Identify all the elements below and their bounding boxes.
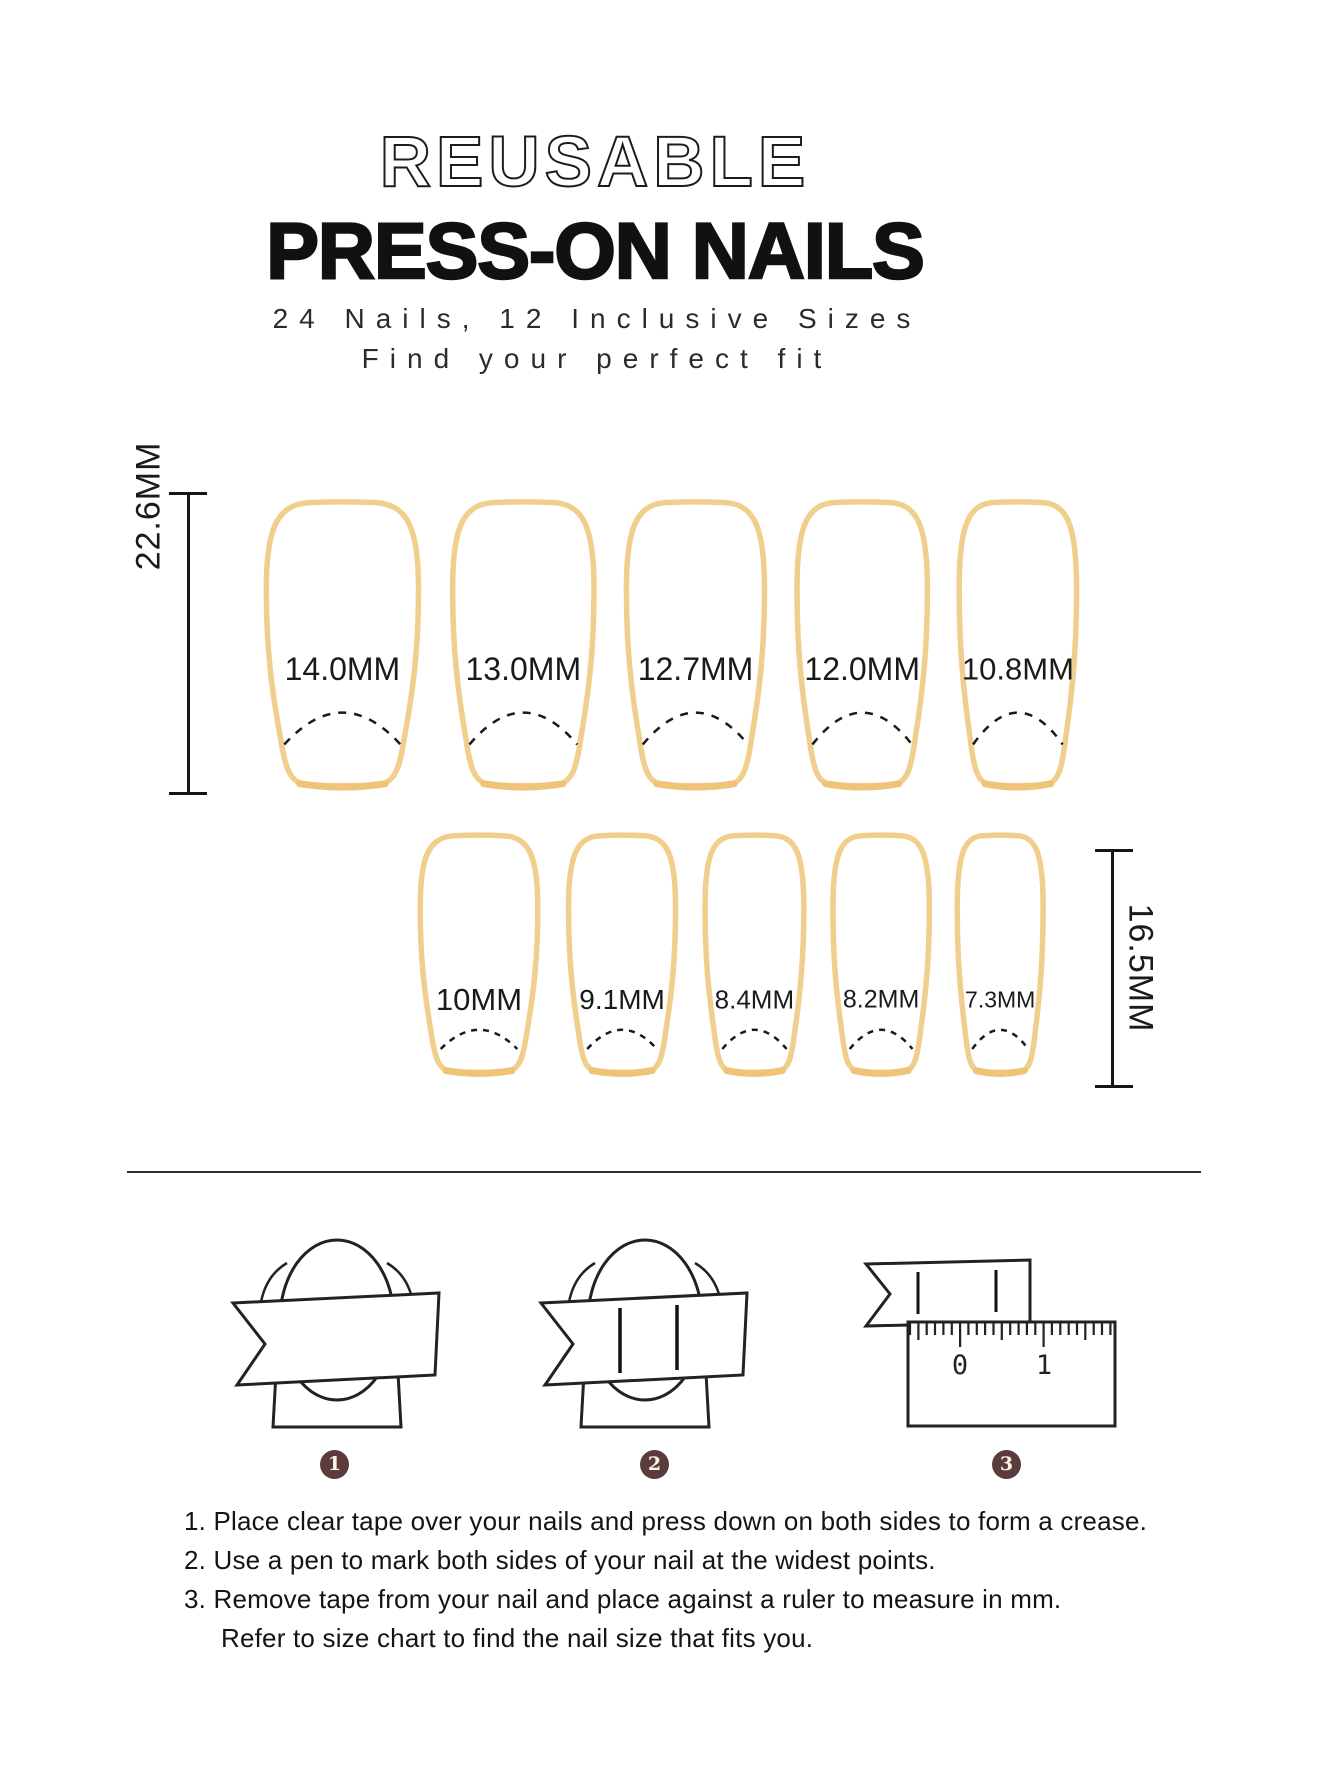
nail-bottom-rim-icon	[826, 784, 899, 787]
nail-size-label: 8.4MM	[714, 984, 795, 1015]
nail-outline-icon	[833, 835, 929, 1072]
subtitle-fit: Find your perfect fit	[361, 343, 833, 374]
nail-size-label: 9.1MM	[579, 983, 665, 1015]
nail-bottom-rim-icon	[446, 1071, 512, 1074]
nail-outline-icon	[626, 502, 764, 786]
nail-size-label: 8.2MM	[842, 985, 920, 1014]
nail-row2-1	[413, 832, 545, 1080]
smile-line-icon	[643, 713, 748, 745]
nail-size-label: 7.3MM	[965, 986, 1036, 1013]
nail-outline-icon	[420, 835, 538, 1072]
nail-size-label: 10MM	[435, 981, 523, 1017]
nail-size-label: 12.7MM	[637, 650, 754, 687]
nail-outline-icon	[957, 835, 1043, 1072]
step-badge-2: 2	[640, 1450, 669, 1479]
instruction-step-3: 3. Remove tape from your nail and place against a ruler to measure in mm.	[184, 1584, 1062, 1614]
smile-line-icon	[284, 713, 400, 745]
ruler-label-0: 0	[951, 1350, 969, 1381]
row1-measure-cap-bottom	[169, 792, 207, 795]
nail-row1-2	[444, 498, 603, 795]
instruction-step-3b: Refer to size chart to find the nail size that fits you.	[221, 1623, 814, 1653]
nail-outline-icon	[569, 835, 676, 1072]
row1-measure-cap-top	[169, 492, 207, 495]
smile-line-icon	[441, 1030, 518, 1049]
instruction-step-2: 2. Use a pen to mark both sides of your nail at the widest points.	[184, 1545, 936, 1575]
subtitle-sizes: 24 Nails, 12 Inclusive Sizes	[272, 303, 922, 334]
row1-height-label: 22.6MM	[129, 441, 168, 571]
row2-height-label: 16.5MM	[1121, 903, 1160, 1033]
nail-size-label: 12.0MM	[804, 650, 920, 687]
instructions-list	[184, 1502, 1147, 1658]
tape-banner-icon	[541, 1293, 747, 1385]
nail-row2-5	[952, 832, 1048, 1080]
nail-outline-icon	[959, 502, 1076, 786]
nail-row1-3	[618, 498, 773, 795]
section-divider	[127, 1171, 1201, 1173]
step3-ruler-diagram	[856, 1252, 1118, 1432]
smile-line-icon	[972, 1030, 1028, 1049]
smile-line-icon	[587, 1030, 657, 1049]
nail-size-label: 10.8MM	[961, 651, 1074, 687]
instruction-step-1: 1. Place clear tape over your nails and press down on both sides to form a crease.	[184, 1506, 1148, 1536]
nail-outline-icon	[266, 502, 418, 786]
nail-row1-1	[257, 498, 428, 795]
nail-bottom-rim-icon	[657, 784, 735, 787]
smile-line-icon	[850, 1030, 913, 1049]
nail-size-label: 14.0MM	[284, 650, 401, 687]
nail-row2-2	[562, 832, 682, 1080]
nail-outline-icon	[453, 502, 594, 786]
nail-bottom-rim-icon	[727, 1071, 783, 1074]
nail-bottom-rim-icon	[592, 1071, 652, 1074]
nail-bottom-rim-icon	[484, 784, 563, 787]
step-badge-1: 1	[320, 1450, 349, 1479]
nail-row2-3	[699, 832, 810, 1080]
nail-bottom-rim-icon	[854, 1071, 908, 1074]
row2-measure-cap-bottom	[1095, 1085, 1133, 1088]
nail-row1-5	[952, 498, 1084, 795]
smile-line-icon	[973, 713, 1063, 745]
nail-bottom-rim-icon	[985, 784, 1051, 787]
title-outline: REUSABLE	[379, 123, 811, 202]
row1-measure-line	[187, 492, 190, 795]
step2-pen-marks-diagram	[525, 1205, 765, 1450]
row2-measure-cap-top	[1095, 849, 1133, 852]
nail-row1-4	[789, 498, 935, 795]
smile-line-icon	[812, 713, 912, 745]
tape-banner-icon	[233, 1293, 439, 1385]
smile-line-icon	[469, 713, 577, 745]
nail-size-label: 13.0MM	[465, 650, 582, 687]
ruler-label-1: 1	[1035, 1350, 1053, 1381]
nail-row2-4	[827, 832, 935, 1080]
nail-outline-icon	[705, 835, 804, 1072]
smile-line-icon	[722, 1030, 786, 1049]
step1-tape-over-nail-diagram	[217, 1205, 457, 1450]
nail-outline-icon	[797, 502, 927, 786]
nail-bottom-rim-icon	[976, 1071, 1024, 1074]
page-title: PRESS-ON NAILS	[266, 206, 924, 295]
row2-measure-line	[1111, 849, 1114, 1088]
ruler-body-icon	[908, 1322, 1115, 1426]
nail-bottom-rim-icon	[300, 784, 385, 787]
step-badge-3: 3	[992, 1450, 1021, 1479]
tape-banner-icon	[866, 1260, 1030, 1326]
